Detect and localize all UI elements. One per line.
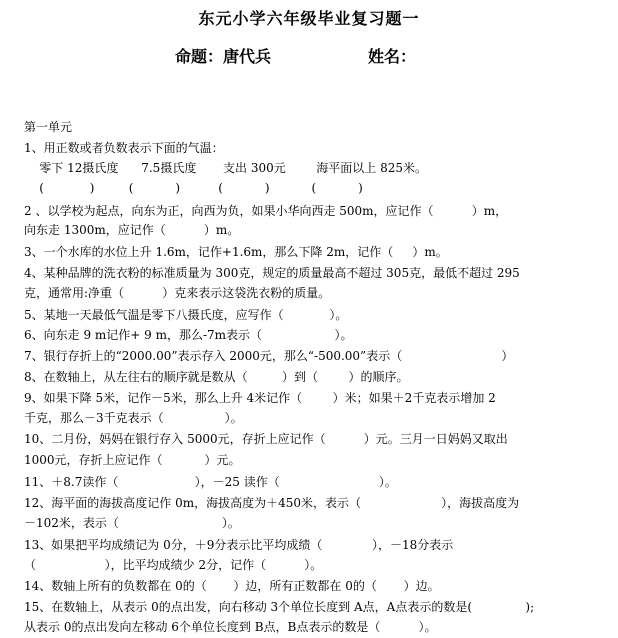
question-line: 千克，那么－3千克表示（ ）。 [24, 411, 243, 425]
question-line: 12、海平面的海拔高度记作 0m，海拔高度为＋450米，表示（ ），海拔高度为 [24, 496, 520, 510]
question-line: 2 、以学校为起点，向东为正，向西为负，如果小华向西走 500m，应记作（ ）m， [24, 204, 508, 218]
question-line: 5、某地一天最低气温是零下八摄氏度，应写作（ ）。 [24, 308, 348, 322]
question-line: 7、银行存折上的“2000.00”表示存入 2000元，那么“-500.00”表示（ ） [24, 349, 514, 363]
question-line: 1、用正数或者负数表示下面的气温： [24, 141, 224, 155]
question-line: 向东走 1300m，应记作（ ）m。 [24, 223, 240, 237]
question-line: 零下 12摄氏度 7.5摄氏度 支出 300元 海平面以上 825米。 [24, 161, 427, 175]
question-line: 克，通常用:净重（ ）克来表示这袋洗衣粉的质量。 [24, 286, 331, 300]
question-line: 15、在数轴上，从表示 0的点出发，向右移动 3个单位长度到 A点，A点表示的数是( ); [24, 600, 535, 614]
section-heading: 第一单元 [24, 120, 73, 134]
question-line: 11、＋8.7读作（ ），－25 读作（ ）。 [24, 475, 397, 489]
question-line: －102米，表示（ ）。 [24, 516, 240, 530]
question-line: 3、一个水库的水位上升 1.6m，记作+1.6m，那么下降 2m，记作（ ）m。 [24, 245, 448, 259]
question-line: 1000元，存折上应记作（ ）元。 [24, 453, 241, 467]
question-line: 10、二月份，妈妈在银行存入 5000元，存折上应记作（ ）元。三月一日妈妈又取出 [24, 432, 508, 446]
question-line: ( ) ( ) ( ) ( ) [24, 181, 363, 195]
page-title: 东元小学六年级毕业复习题一 [198, 9, 420, 28]
question-line: 6、向东走 9 m记作+ 9 m，那么-7m表示（ ）。 [24, 328, 353, 342]
question-line: 8、在数轴上，从左往右的顺序就是数从（ ）到（ ）的顺序。 [24, 370, 409, 384]
name-label: 姓名： [368, 47, 417, 66]
author-label: 命题：唐代兵 [175, 47, 272, 66]
question-line: 13、如果把平均成绩记为 0分，＋9分表示比平均成绩（ ），－18分表示 [24, 538, 454, 552]
question-line: 从表示 0的点出发向左移动 6个单位长度到 B点，B点表示的数是（ ）。 [24, 620, 437, 634]
question-line: 9、如果下降 5米，记作－5米，那么上升 4米记作（ ）米；如果＋2千克表示增加 2 [24, 391, 496, 405]
question-line: 4、某种品牌的洗衣粉的标准质量为 300克，规定的质量最高不超过 305克，最低不超过 295 [24, 266, 520, 280]
question-line: 14、数轴上所有的负数都在 0的（ ）边，所有正数都在 0的（ ）边。 [24, 579, 440, 593]
question-line: （ ），比平均成绩少 2分，记作（ ）。 [24, 558, 323, 572]
